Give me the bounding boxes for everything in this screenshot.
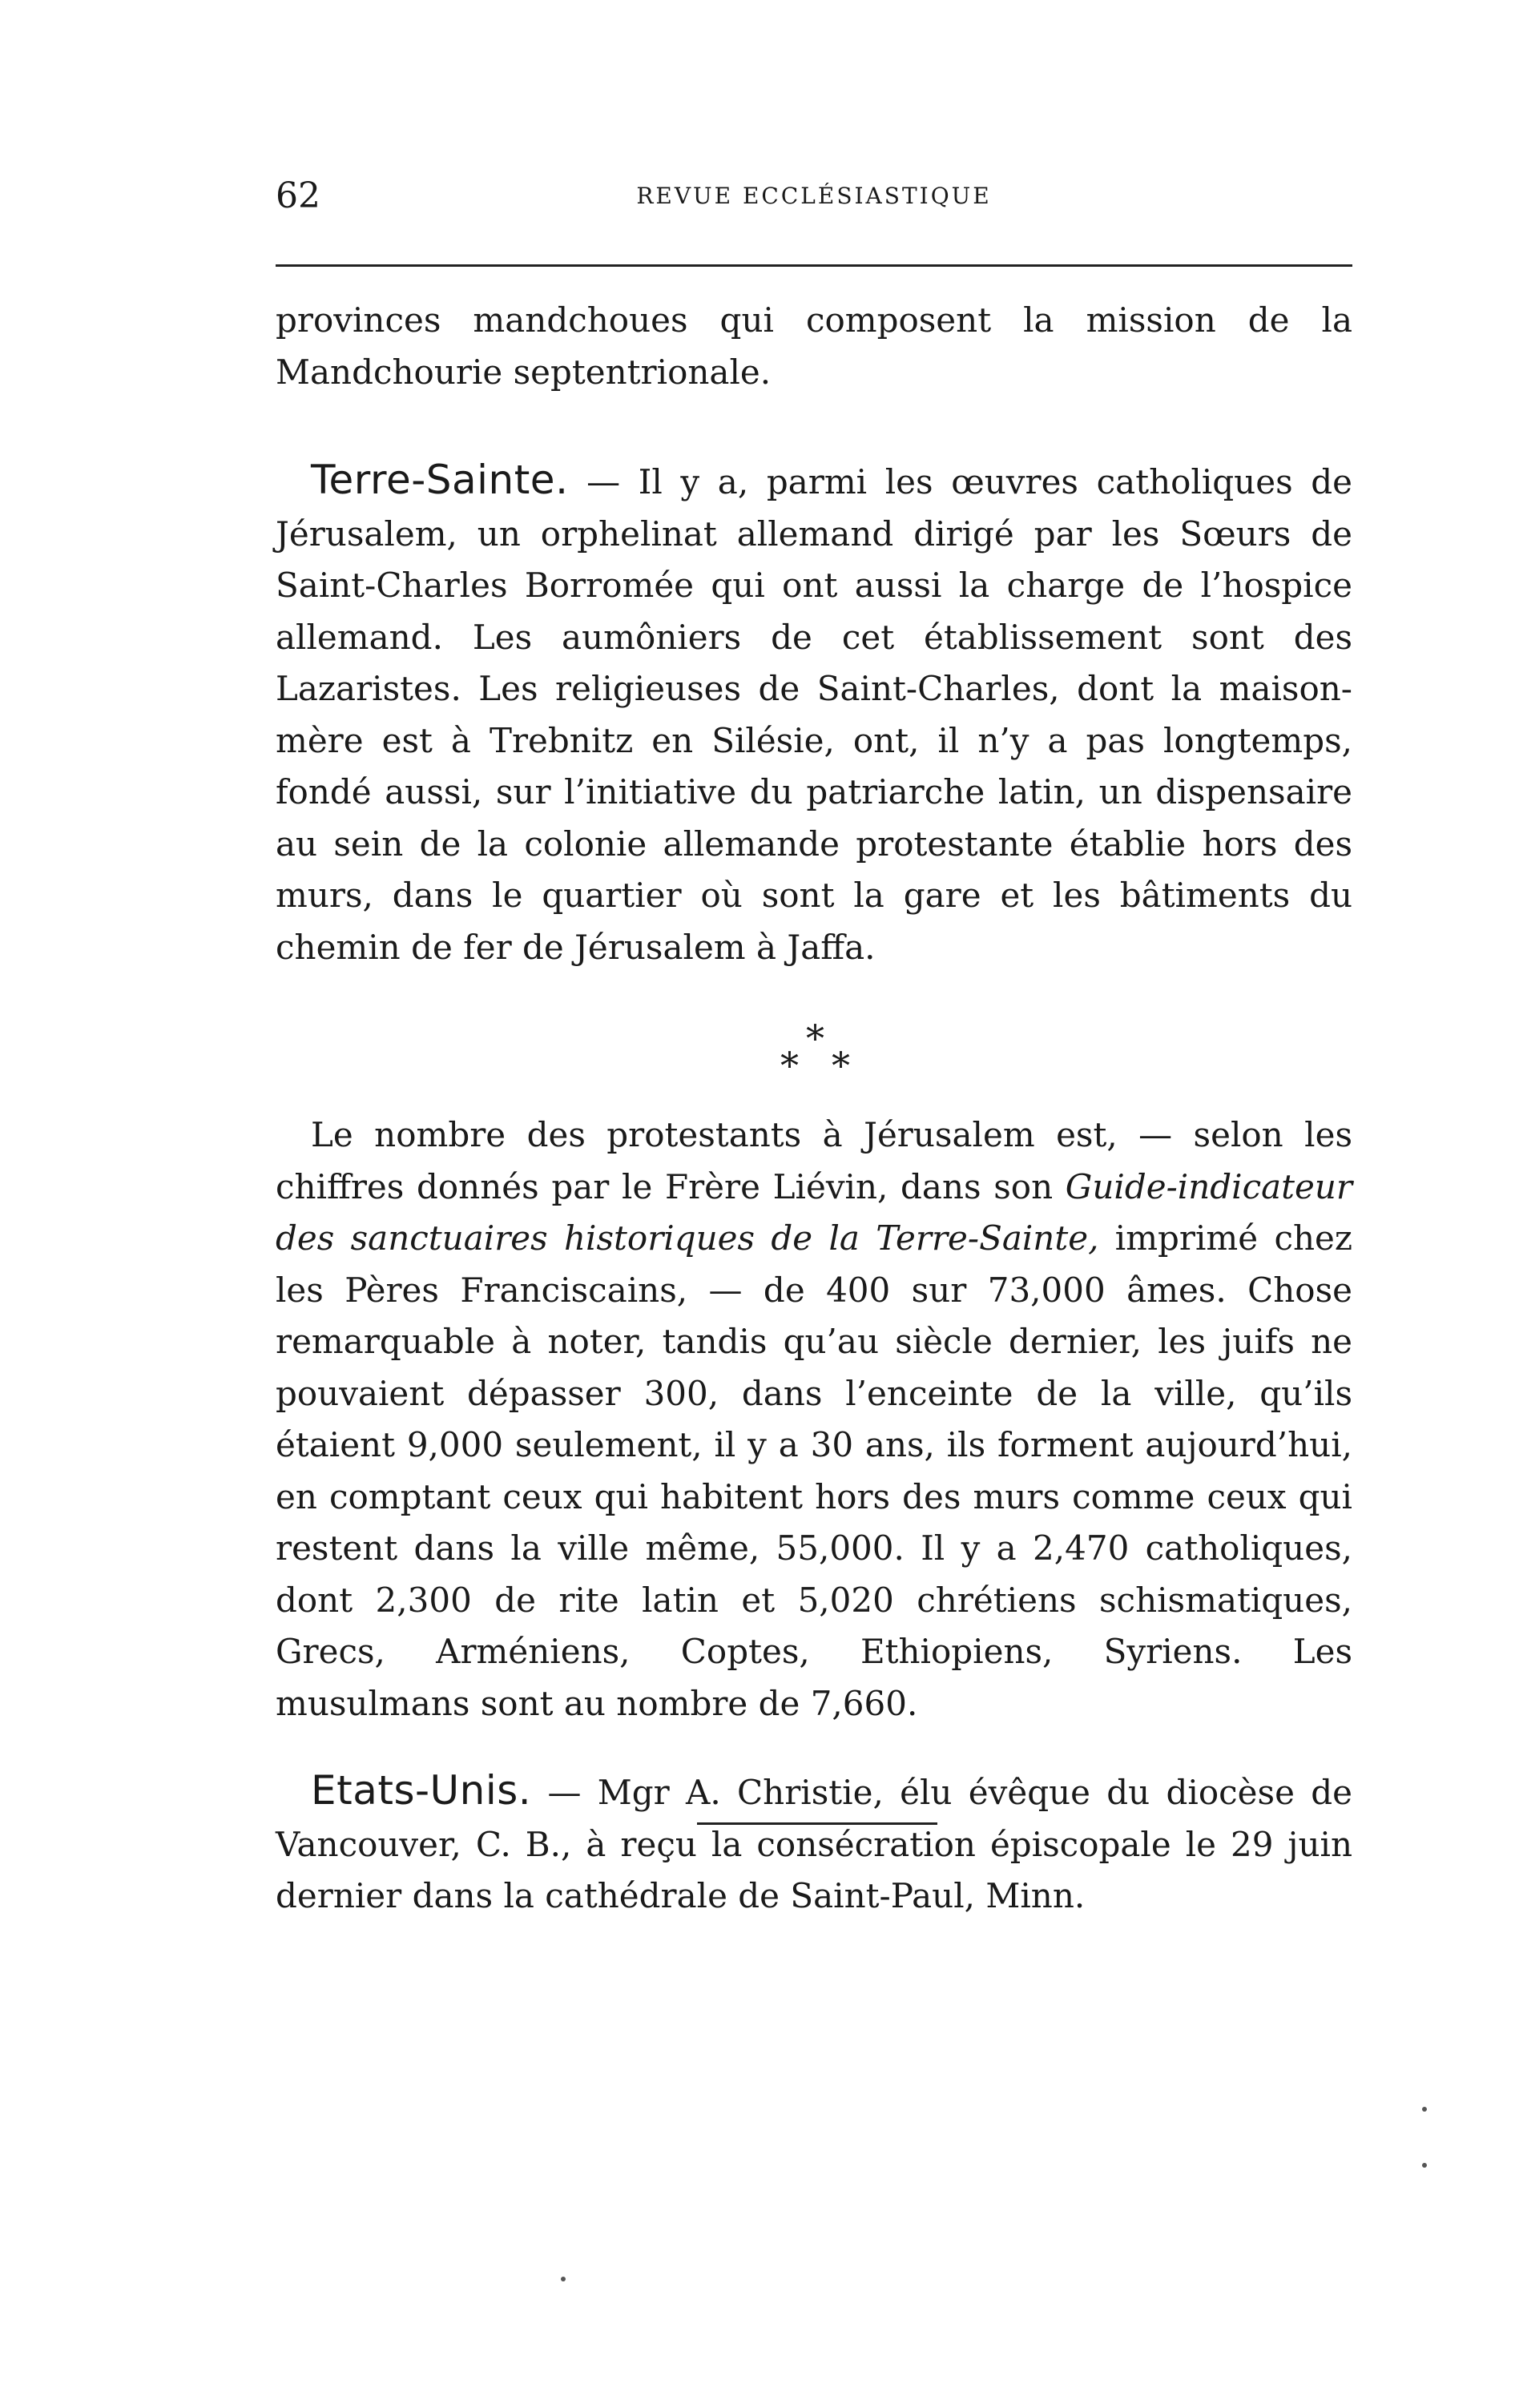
paragraph-protestants-text-a: Le nombre des protestants à Jérusalem est, — selon les chiffres donnés par le Frère Liévin, dans son	[276, 1115, 1352, 1206]
rubric-terre-sainte: Terre-Sainte.	[311, 457, 569, 503]
asterism-star: *	[832, 1044, 850, 1087]
book-title-italic: Guide-indicateur des sanctuaires historiques de la Terre-Sainte,	[276, 1166, 1352, 1258]
rubric-etats-unis: Etats-Unis.	[311, 1767, 532, 1814]
paper-speck	[1422, 2163, 1427, 2168]
paragraph-protestants-text-b: imprimé chez les Pères Franciscains, — de 400 sur 73,000 âmes. Chose remarquable à noter, tandis qu’au siècle dernier, les juifs ne pouvaient dépasser 300, dans l’enceinte de la ville, qu’ils étaient 9,000 seulement, il y a 30 ans, ils forment aujourd’hui, en comptant ceux qui habitent hors des murs comme ceux qui restent dans la ville même, 55,000. Il y a 2,470 catholiques, dont 2,300 de rite latin et 5,020 chrétiens schismatiques, Grecs, Arméniens, Coptes, Ethiopiens, Syriens. Les musulmans sont au nombre de 7,660.	[276, 1218, 1353, 1723]
paragraph-terre-sainte	[276, 454, 1352, 973]
end-rule	[697, 1822, 937, 1825]
body-text	[276, 295, 1352, 1923]
asterism-star: *	[806, 1017, 824, 1060]
paper-speck	[1422, 2107, 1427, 2112]
paragraph-etats-unis	[276, 1765, 1352, 1923]
running-head	[276, 172, 1352, 220]
paper-speck	[561, 2277, 566, 2281]
paragraph-etats-unis-text: — Mgr A. Christie, élu évêque du diocèse de Vancouver, C. B., à reçu la consécration épiscopale le 29 juin dernier dans la cathédrale de Saint-Paul, Minn.	[276, 1773, 1352, 1915]
asterism-star: *	[780, 1044, 799, 1087]
paragraph-continuation: provinces mandchoues qui composent la mission de la Mandchourie septentrionale.	[276, 300, 1352, 392]
paragraph-terre-sainte-text: — Il y a, parmi les œuvres catholiques de Jérusalem, un orphelinat allemand dirigé par les Sœurs de Saint-Charles Borromée qui ont aussi la charge de l’hospice allemand. Les aumôniers de cet établissement sont des Lazaristes. Les religieuses de Saint-Charles, dont la maison-mère est à Trebnitz en Silésie, ont, il n’y a pas longtemps, fondé aussi, sur l’initiative du patriarche latin, un dispensaire au sein de la colonie allemande protestante établie hors des murs, dans le quartier où sont la gare et les bâtiments du chemin de fer de Jérusalem à Jaffa.	[276, 462, 1352, 967]
header-rule	[276, 264, 1352, 267]
paragraph-protestants	[276, 1109, 1352, 1729]
page-number: 62	[276, 175, 320, 216]
asterism-divider	[276, 1005, 1352, 1109]
running-title: REVUE ECCLÉSIASTIQUE	[636, 183, 992, 209]
